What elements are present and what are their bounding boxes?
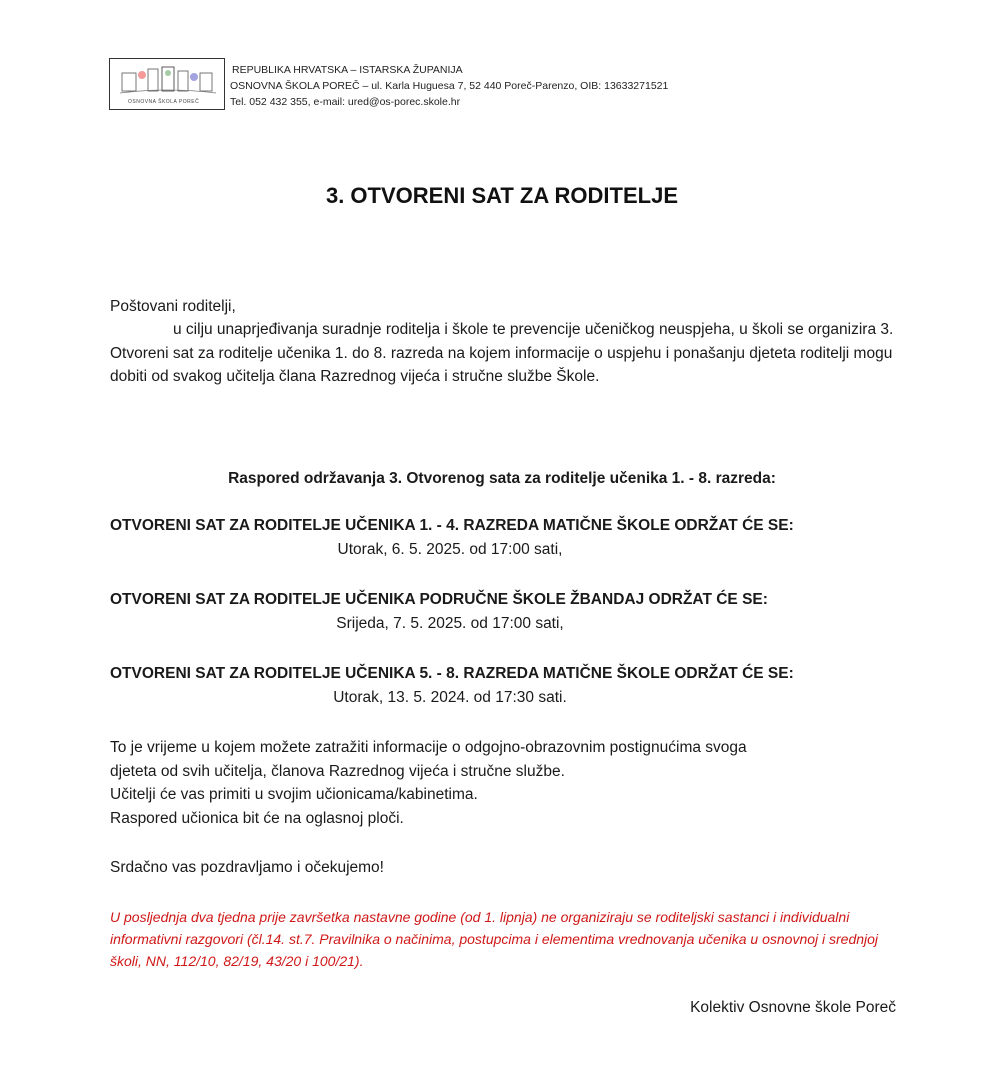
intro-paragraph: u cilju unaprjeđivanja suradnje roditelja i škole te prevencije učeničkog neuspjeha, u školi se organizira 3. Otvoreni sat za roditelje učenika 1. do 8. razreda na kojem informacije o uspjehu i ponašanju djeteta roditelji mogu dobiti od svakog učitelja člana Razrednog vijeća i stručne službe Škole. — [110, 321, 894, 385]
info-paragraph — [110, 736, 900, 830]
document-title: 3. OTVORENI SAT ZA RODITELJE — [325, 183, 679, 208]
letterhead-text — [230, 62, 668, 110]
event-item — [110, 662, 900, 709]
letterhead-line-3: Tel. 052 432 355, e-mail: ured@os-porec.skole.hr — [230, 96, 461, 108]
schedule-heading: Raspored održavanja 3. Otvorenog sata za roditelje učenika 1. - 8. razreda: — [228, 470, 776, 487]
event-title: OTVORENI SAT ZA RODITELJE UČENIKA 5. - 8. RAZREDA MATIČNE ŠKOLE ODRŽAT ĆE SE: — [110, 665, 794, 682]
logo-caption: OSNOVNA ŠKOLA POREČ — [128, 99, 200, 105]
event-title: OTVORENI SAT ZA RODITELJE UČENIKA PODRUČNE ŠKOLE ŽBANDAJ ODRŽAT ĆE SE: — [110, 591, 768, 608]
event-item — [110, 588, 900, 635]
letterhead-line-2: OSNOVNA ŠKOLA POREČ – ul. Karla Huguesa 7, 52 440 Poreč-Parenzo, OIB: 13633271521 — [230, 80, 669, 92]
event-item — [110, 514, 900, 561]
info-line-4: Raspored učionica bit će na oglasnoj ploči. — [110, 809, 404, 827]
event-title: OTVORENI SAT ZA RODITELJE UČENIKA 1. - 4. RAZREDA MATIČNE ŠKOLE ODRŽAT ĆE SE: — [110, 517, 794, 534]
event-date: Srijeda, 7. 5. 2025. od 17:00 sati, — [336, 614, 564, 632]
signature: Kolektiv Osnovne škole Poreč — [690, 999, 896, 1016]
greeting: Srdačno vas pozdravljamo i očekujemo! — [110, 859, 384, 876]
event-date: Utorak, 13. 5. 2024. od 17:30 sati. — [333, 688, 567, 706]
info-line-1: To je vrijeme u kojem možete zatražiti informacije o odgojno-obrazovnim postignućima svoga — [110, 739, 747, 756]
salutation: Poštovani roditelji, — [110, 298, 236, 315]
school-logo-illustration-icon — [118, 63, 218, 99]
info-line-3: Učitelji će vas primiti u svojim učionicama/kabinetima. — [110, 786, 478, 803]
school-logo — [109, 58, 225, 110]
info-line-2: djeteta od svih učitelja, članova Razrednog vijeća i stručne službe. — [110, 762, 565, 780]
letterhead-line-1: REPUBLIKA HRVATSKA – ISTARSKA ŽUPANIJA — [232, 64, 463, 76]
event-date: Utorak, 6. 5. 2025. od 17:00 sati, — [337, 540, 563, 558]
legal-note: U posljednja dva tjedna prije završetka nastavne godine (od 1. lipnja) ne organiziraju se roditeljski sastanci i individualni informativni razgovori (čl.14. st.7. Pravilnika o načinima, postupcima i elementima vrednovanja učenika u osnovnoj i srednjoj školi, NN, 112/10, 82/19, 43/20 i 100/21). — [110, 909, 879, 969]
